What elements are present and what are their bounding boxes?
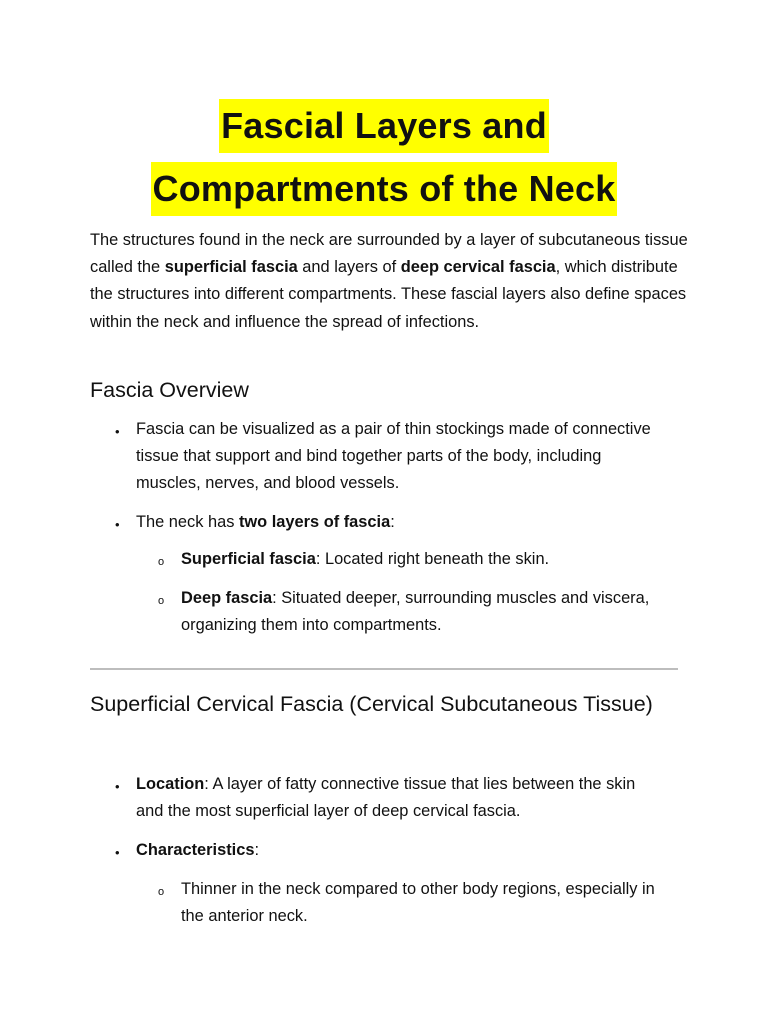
section-heading-overview: Fascia Overview bbox=[90, 378, 249, 402]
section-heading-superficial: Superficial Cervical Fascia (Cervical Subcutaneous Tissue) bbox=[90, 692, 653, 716]
item-text: : bbox=[254, 841, 260, 859]
item-bold: two layers of fascia bbox=[238, 513, 391, 531]
sub-bullet-icon: o bbox=[158, 556, 165, 568]
item-bold: Deep fascia bbox=[181, 589, 273, 607]
page-title bbox=[0, 94, 768, 220]
sub-list-item: Thinner in the neck compared to other body regions, especially in the anterior neck. bbox=[181, 880, 655, 926]
sub-list-item bbox=[181, 585, 661, 639]
intro-text-1: The structures found in the neck are surrounded by a layer of subcutaneous tissue called the bbox=[90, 231, 688, 277]
sub-bullet-icon: o bbox=[158, 595, 165, 607]
item-text: : A layer of fatty connective tissue that lies between the skin and the most superficial layer of deep cervical fascia. bbox=[136, 775, 636, 821]
item-text: : bbox=[390, 513, 395, 531]
list-item: Fascia can be visualized as a pair of thin stockings made of connective tissue that support and bind together parts of the body, including muscles, nerves, and blood vessels. bbox=[136, 420, 651, 493]
intro-text-3: , which distribute the structures into different compartments. These fascial layers also define spaces within the neck and influence the spread of infections. bbox=[90, 258, 687, 331]
item-text: The neck has bbox=[136, 513, 239, 531]
sub-bullet-icon: o bbox=[158, 886, 165, 898]
item-text: : Located right beneath the skin. bbox=[315, 550, 550, 568]
list-item bbox=[136, 771, 656, 825]
item-bold: Location bbox=[136, 775, 205, 793]
superficial-list bbox=[90, 771, 690, 941]
intro-bold-deep: deep cervical fascia bbox=[400, 258, 556, 277]
item-bold: Superficial fascia bbox=[181, 550, 316, 568]
intro-bold-superficial: superficial fascia bbox=[164, 258, 298, 277]
item-text: : Situated deeper, surrounding muscles and viscera, organizing them into compartments. bbox=[181, 589, 650, 635]
sub-list-item bbox=[181, 546, 661, 573]
bullet-icon: • bbox=[115, 845, 120, 860]
section-divider bbox=[90, 668, 678, 670]
bullet-icon: • bbox=[115, 424, 120, 439]
intro-paragraph bbox=[90, 227, 690, 336]
title-line-2: Compartments of the Neck bbox=[151, 162, 618, 216]
item-bold: Characteristics bbox=[136, 841, 255, 859]
intro-text-2: and layers of bbox=[297, 258, 401, 277]
overview-list bbox=[90, 416, 690, 636]
bullet-icon: • bbox=[115, 517, 120, 532]
list-item bbox=[136, 509, 656, 536]
bullet-icon: • bbox=[115, 779, 120, 794]
list-item bbox=[136, 837, 656, 864]
title-line-1: Fascial Layers and bbox=[219, 99, 549, 153]
